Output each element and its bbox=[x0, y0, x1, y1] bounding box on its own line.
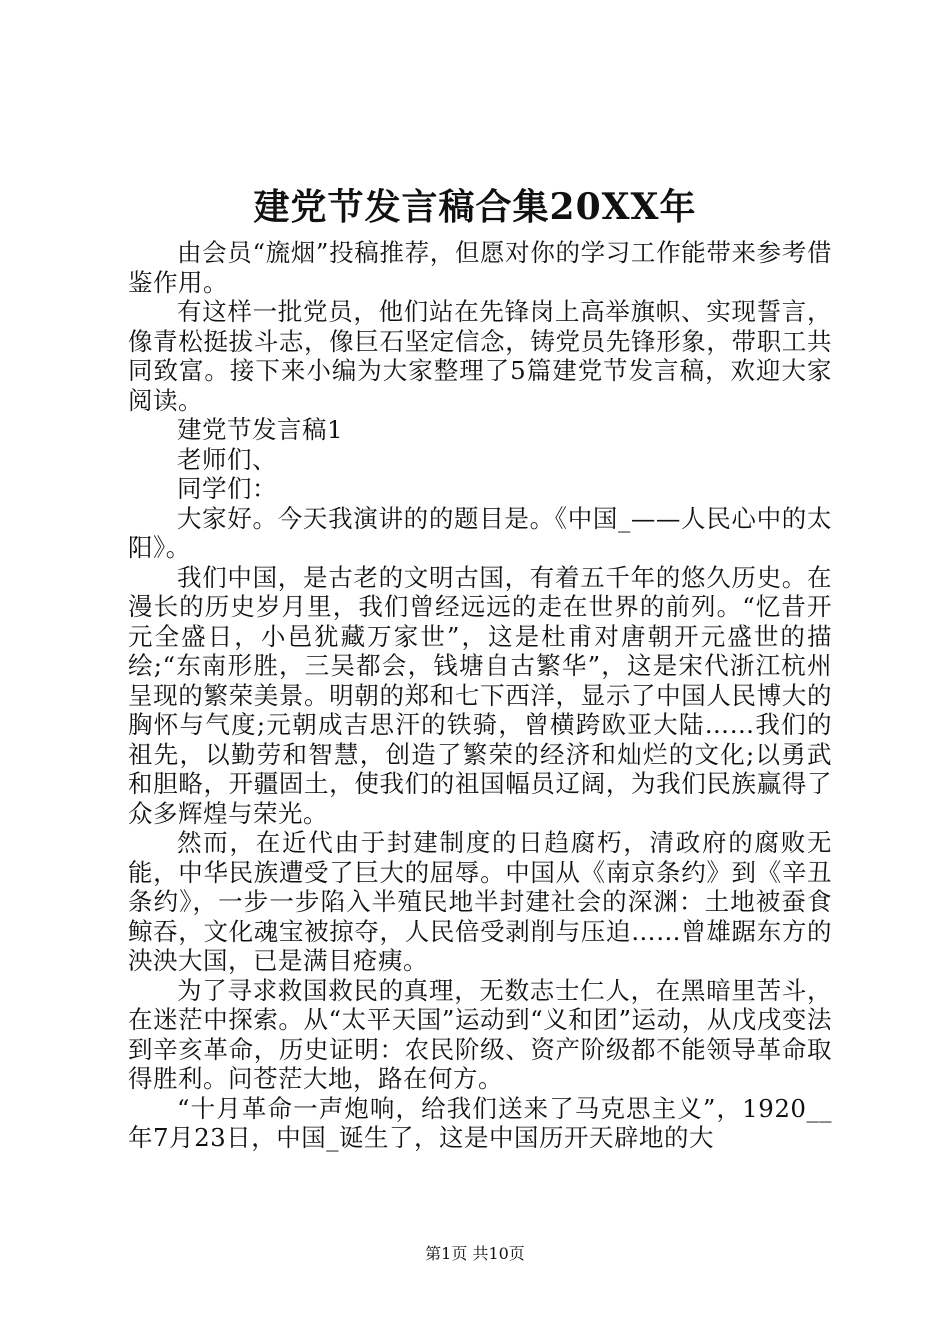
page-footer: 第1页 共10页 bbox=[425, 1244, 525, 1263]
paragraph-summary: 有这样一批党员，他们站在先锋岗上高举旗帜、实现誓言，像青松挺拔斗志，像巨石坚定信念，铸党员先锋形象，带职工共同致富。接下来小编为大家整理了5篇建党节发言稿，欢迎大家阅读。 bbox=[128, 297, 832, 415]
paragraph-greeting: 大家好。今天我演讲的的题目是。《中国_——人民心中的太阳》。 bbox=[128, 503, 832, 562]
section-heading: 建党节发言稿1 bbox=[177, 415, 344, 444]
paragraph-founding: “十月革命一声炮响，给我们送来了马克思主义”，1920__年7月23日，中国_诞生了，这是中国历开天辟地的大 bbox=[128, 1093, 832, 1152]
salutation-students: 同学们： bbox=[177, 474, 277, 503]
document-body bbox=[128, 238, 832, 1153]
paragraph-intro: 由会员“旒烟”投稿推荐，但愿对你的学习工作能带来参考借鉴作用。 bbox=[128, 238, 832, 297]
paragraph-humiliation: 然而，在近代由于封建制度的日趋腐朽，清政府的腐败无能，中华民族遭受了巨大的屈辱。中国从《南京条约》到《辛丑条约》，一步一步陷入半殖民地半封建社会的深渊：土地被蚕食鲸吞，文化魂宝被掠夺，人民倍受剥削与压迫……曾雄踞东方的泱泱大国，已是满目疮痍。 bbox=[128, 828, 832, 975]
document-title: 建党节发言稿合集20XX年 bbox=[253, 186, 697, 228]
paragraph-search: 为了寻求救国救民的真理，无数志士仁人，在黑暗里苦斗，在迷茫中探索。从“太平天国”运动到“义和团”运动，从戊戌变法到辛亥革命，历史证明：农民阶级、资产阶级都不能领导革命取得胜利。问苍茫大地，路在何方。 bbox=[128, 975, 832, 1093]
paragraph-history: 我们中国，是古老的文明古国，有着五千年的悠久历史。在漫长的历史岁月里，我们曾经远远的走在世界的前列。“忆昔开元全盛日，小邑犹藏万家世”，这是杜甫对唐朝开元盛世的描绘;“东南形胜，三吴都会，钱塘自古繁华”，这是宋代浙江杭州呈现的繁荣美景。明朝的郑和七下西洋，显示了中国人民博大的胸怀与气度;元朝成吉思汗的铁骑，曾横跨欧亚大陆……我们的祖先，以勤劳和智慧，创造了繁荣的经济和灿烂的文化;以勇武和胆略，开疆固土，使我们的祖国幅员辽阔，为我们民族赢得了众多辉煌与荣光。 bbox=[128, 562, 832, 828]
salutation-teachers: 老师们、 bbox=[177, 444, 277, 474]
